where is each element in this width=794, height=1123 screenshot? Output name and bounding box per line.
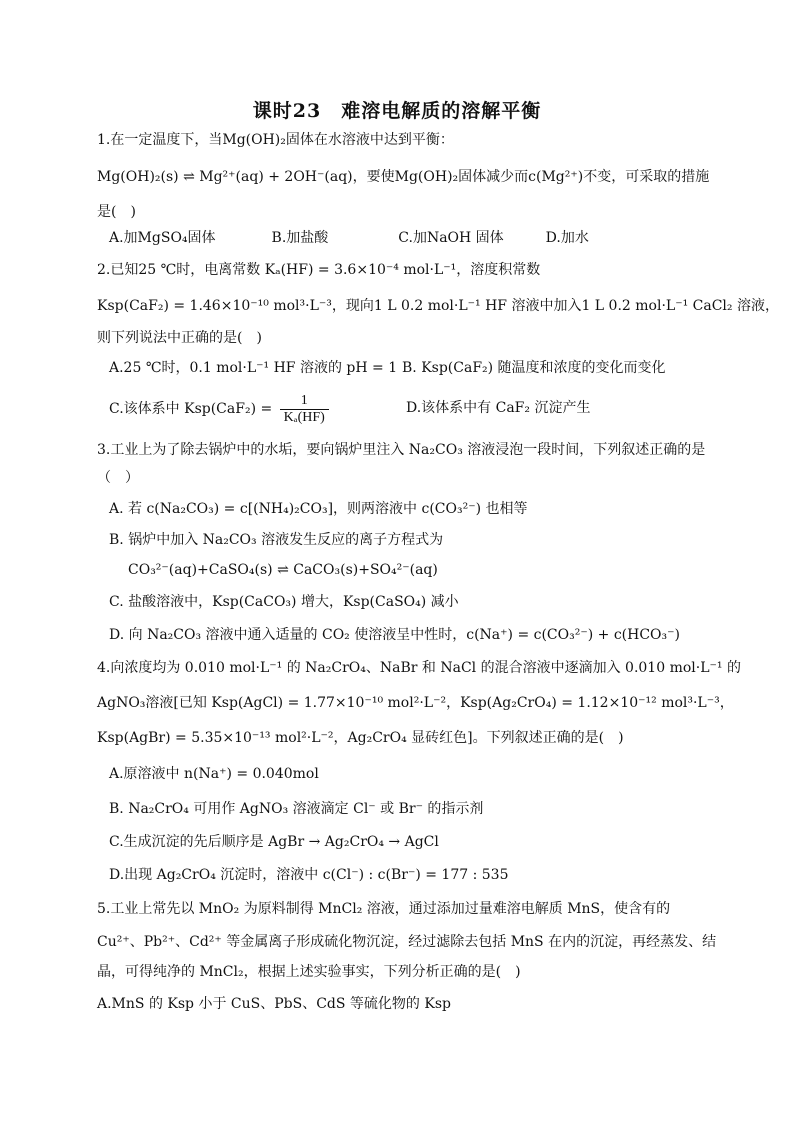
- q5-stem-line-2: Cu²⁺、Pb²⁺、Cd²⁺ 等金属离子形成硫化物沉淀，经过滤除去包括 MnS 在内的沉淀，再经蒸发、结: [97, 934, 717, 950]
- q1-stem-line-2: Mg(OH)₂(s) ⇌ Mg²⁺(aq) + 2OH⁻(aq)，要使Mg(OH)₂固体减少而c(Mg²⁺)不变，可采取的措施: [97, 169, 710, 185]
- q2-option-c: [109, 390, 332, 428]
- q2-stem-line-1: 2.已知25 ℃时，电离常数 Kₐ(HF) = 3.6×10⁻⁴ mol·L⁻¹，溶度积常数: [97, 262, 541, 278]
- q4-option-a: A.原溶液中 n(Na⁺) = 0.040mol: [109, 766, 319, 782]
- fraction-numerator: 1: [280, 393, 329, 410]
- q1-options: A.加MgSO₄固体 B.加盐酸 C.加NaOH 固体 D.加水: [109, 230, 589, 246]
- q4-stem-line-3: Ksp(AgBr) = 5.35×10⁻¹³ mol²·L⁻²，Ag₂CrO₄ 显砖红色]。下列叙述正确的是( ): [97, 730, 624, 746]
- q3-stem-line-2: （ ）: [97, 470, 139, 486]
- q2-option-c-fraction: [280, 393, 329, 426]
- q1-stem-line-1: 1.在一定温度下，当Mg(OH)₂固体在水溶液中达到平衡：: [97, 132, 454, 148]
- q3-option-a: A. 若 c(Na₂CO₃) = c[(NH₄)₂CO₃]，则两溶液中 c(CO₃²⁻) 也相等: [109, 501, 528, 517]
- q3-stem-line-1: 3.工业上为了除去锅炉中的水垢，要向锅炉里注入 Na₂CO₃ 溶液浸泡一段时间，下列叙述正确的是: [97, 442, 706, 458]
- q3-option-b-equation: CO₃²⁻(aq)+CaSO₄(s) ⇌ CaCO₃(s)+SO₄²⁻(aq): [128, 562, 438, 578]
- q5-option-a: A.MnS 的 Ksp 小于 CuS、PbS、CdS 等硫化物的 Ksp: [97, 996, 451, 1012]
- q4-stem-line-2: AgNO₃溶液[已知 Ksp(AgCl) = 1.77×10⁻¹⁰ mol²·L⁻²，Ksp(Ag₂CrO₄) = 1.12×10⁻¹² mol³·L⁻³，: [97, 695, 734, 711]
- q4-option-d: D.出现 Ag₂CrO₄ 沉淀时，溶液中 c(Cl⁻) : c(Br⁻) = 177 : 535: [109, 867, 509, 883]
- fraction-denominator: Kₐ(HF): [283, 409, 325, 425]
- q2-stem-line-3: 则下列说法中正确的是( ): [97, 330, 262, 346]
- q3-option-c: C. 盐酸溶液中，Ksp(CaCO₃) 增大，Ksp(CaSO₄) 减小: [109, 594, 459, 610]
- q2-option-d: D.该体系中有 CaF₂ 沉淀产生: [406, 400, 591, 416]
- q4-stem-line-1: 4.向浓度均为 0.010 mol·L⁻¹ 的 Na₂CrO₄、NaBr 和 NaCl 的混合溶液中逐滴加入 0.010 mol·L⁻¹ 的: [97, 660, 741, 676]
- q3-option-b: B. 锅炉中加入 Na₂CO₃ 溶液发生反应的离子方程式为: [109, 532, 444, 548]
- q2-option-c-text: C.该体系中 Ksp(CaF₂) =: [109, 401, 273, 417]
- page-title: 课时23 难溶电解质的溶解平衡: [252, 100, 542, 122]
- q5-stem-line-3: 晶，可得纯净的 MnCl₂，根据上述实验事实，下列分析正确的是( ): [97, 964, 521, 980]
- q2-option-b: B. Ksp(CaF₂) 随温度和浓度的变化而变化: [402, 360, 666, 376]
- q5-stem-line-1: 5.工业上常先以 MnO₂ 为原料制得 MnCl₂ 溶液，通过添加过量难溶电解质 MnS，使含有的: [97, 901, 671, 917]
- q1-stem-line-3: 是( ): [97, 204, 136, 220]
- q3-option-d: D. 向 Na₂CO₃ 溶液中通入适量的 CO₂ 使溶液呈中性时，c(Na⁺) = c(CO₃²⁻) + c(HCO₃⁻): [109, 627, 680, 643]
- q2-stem-line-2: Ksp(CaF₂) = 1.46×10⁻¹⁰ mol³·L⁻³，现向1 L 0.2 mol·L⁻¹ HF 溶液中加入1 L 0.2 mol·L⁻¹ CaCl₂ 溶液，: [97, 298, 779, 314]
- q4-option-b: B. Na₂CrO₄ 可用作 AgNO₃ 溶液滴定 Cl⁻ 或 Br⁻ 的指示剂: [109, 801, 484, 817]
- q4-option-c: C.生成沉淀的先后顺序是 AgBr → Ag₂CrO₄ → AgCl: [109, 834, 439, 850]
- q2-option-a: A.25 ℃时，0.1 mol·L⁻¹ HF 溶液的 pH = 1: [109, 360, 398, 376]
